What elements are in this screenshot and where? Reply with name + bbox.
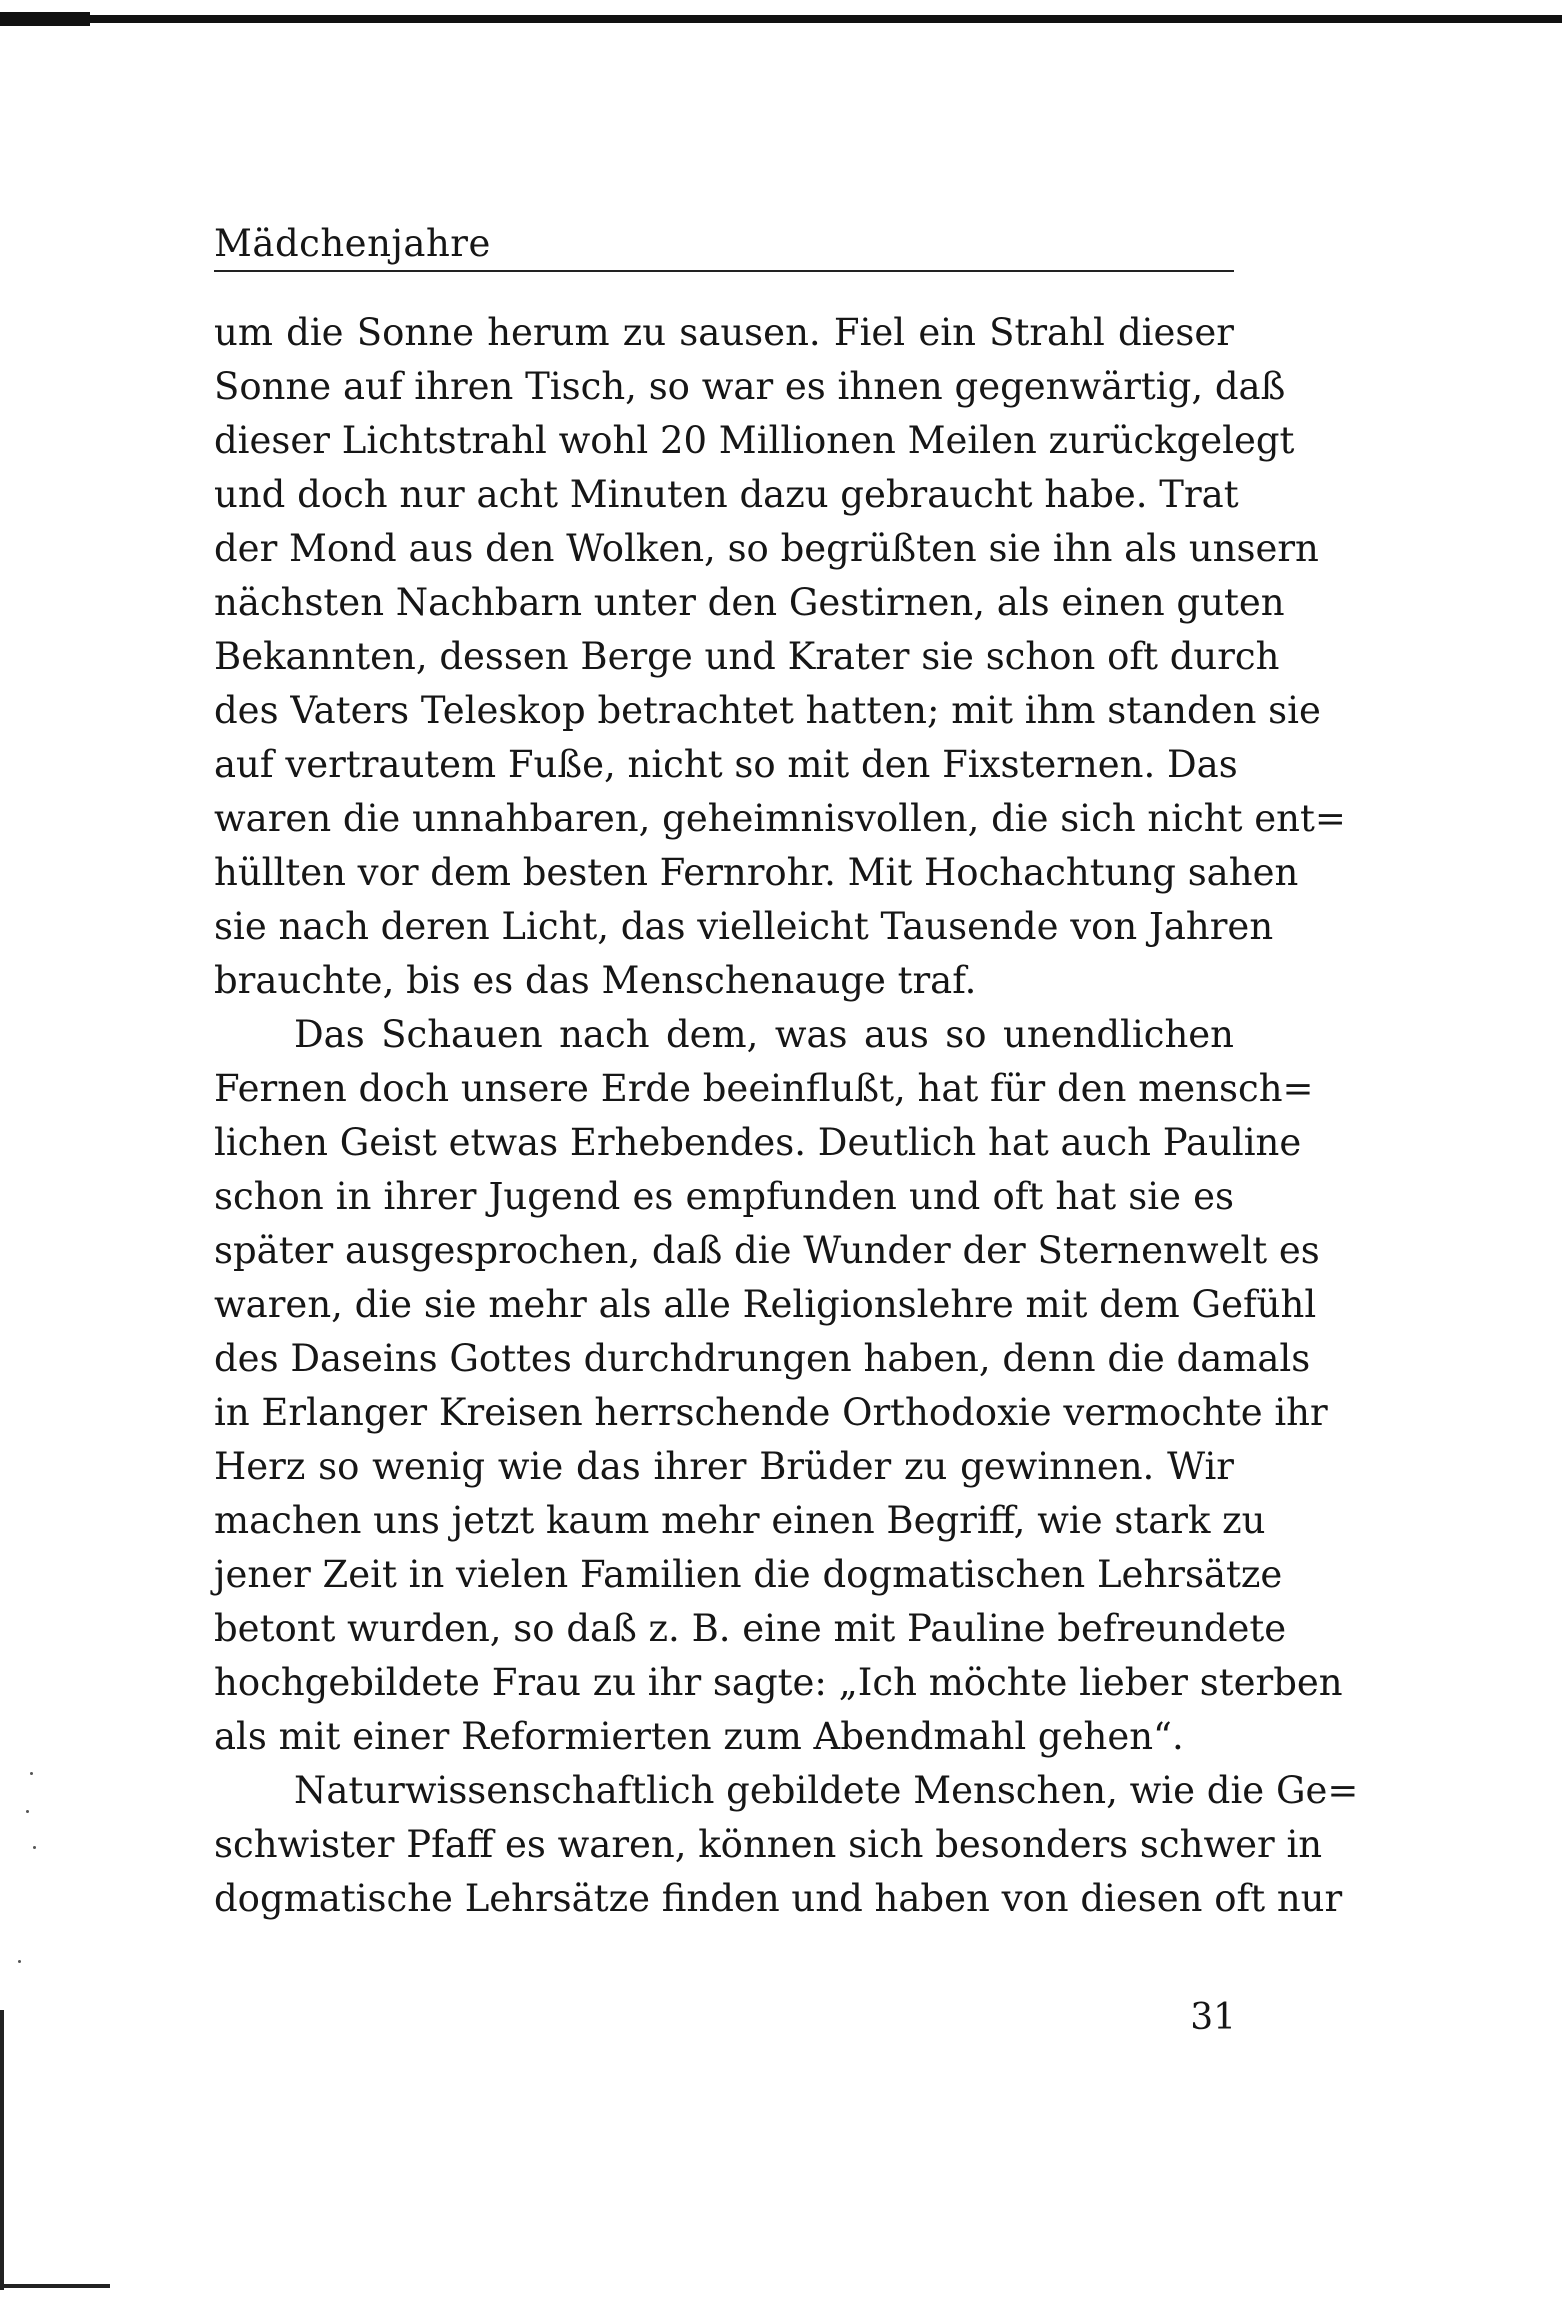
paragraph-start-line: Naturwissenschaftlich gebildete Menschen, wie die Ge= [294,1769,1359,1812]
scan-edge-foot [0,2284,110,2288]
text-line: auf vertrautem Fuße, nicht so mit den Fixsternen. Das [214,743,1238,786]
text-line: dogmatische Lehrsätze finden und haben von diesen oft nur [214,1877,1343,1920]
text-line: der Mond aus den Wolken, so begrüßten sie ihn als unsern [214,527,1319,570]
text-line: in Erlanger Kreisen herrschende Orthodoxie vermochte ihr [214,1391,1328,1434]
text-line: Bekannten, dessen Berge und Krater sie schon oft durch [214,635,1280,678]
scan-speckle [33,1846,36,1849]
text-line: sie nach deren Licht, das vielleicht Tausende von Jahren [214,905,1274,948]
text-line: machen uns jetzt kaum mehr einen Begriff, wie stark zu [214,1499,1266,1542]
text-line: nächsten Nachbarn unter den Gestirnen, als einen guten [214,581,1285,624]
text-line: schon in ihrer Jugend es empfunden und oft hat sie es [214,1175,1234,1218]
text-line: lichen Geist etwas Erhebendes. Deutlich hat auch Pauline [214,1121,1302,1164]
scan-speckle [18,1960,21,1963]
header-rule [214,270,1234,272]
scan-speckle [26,1810,29,1813]
page-number: 31 [1190,1997,1236,2038]
text-line: des Vaters Teleskop betrachtet hatten; mit ihm standen sie [214,689,1321,732]
text-line: betont wurden, so daß z. B. eine mit Pauline befreundete [214,1607,1287,1650]
text-line: Fernen doch unsere Erde beeinflußt, hat für den mensch= [214,1067,1314,1110]
text-line: hochgebildete Frau zu ihr sagte: „Ich möchte lieber sterben [214,1661,1343,1704]
text-line: dieser Lichtstrahl wohl 20 Millionen Meilen zurückgelegt [214,419,1295,462]
text-line: später ausgesprochen, daß die Wunder der Sternenwelt es [214,1229,1320,1272]
paragraph-end-line: brauchte, bis es das Menschenauge traf. [214,959,977,1002]
text-line: jener Zeit in vielen Familien die dogmatischen Lehrsätze [214,1553,1283,1596]
text-line: Sonne auf ihren Tisch, so war es ihnen gegenwärtig, daß [214,365,1286,408]
text-line: des Daseins Gottes durchdrungen haben, denn die damals [214,1337,1311,1380]
paragraph-end-line: als mit einer Reformierten zum Abendmahl gehen“. [214,1715,1184,1758]
running-head: Mädchenjahre [214,222,491,265]
text-line: und doch nur acht Minuten dazu gebraucht habe. Trat [214,473,1239,516]
text-line: waren die unnahbaren, geheimnisvollen, die sich nicht ent= [214,797,1346,840]
top-border-rule [0,15,1562,23]
paragraph-start-line: Das Schauen nach dem, was aus so unendlichen [294,1013,1234,1056]
text-line: waren, die sie mehr als alle Religionslehre mit dem Gefühl [214,1283,1317,1326]
text-line: schwister Pfaff es waren, können sich besonders schwer in [214,1823,1323,1866]
body-text [214,306,1359,1926]
text-line: hüllten vor dem besten Fernrohr. Mit Hochachtung sahen [214,851,1299,894]
text-line: Herz so wenig wie das ihrer Brüder zu gewinnen. Wir [214,1445,1234,1488]
scan-speckle [30,1772,33,1775]
scan-edge-shadow [0,2010,4,2290]
text-line: um die Sonne herum zu sausen. Fiel ein Strahl dieser [214,311,1234,354]
